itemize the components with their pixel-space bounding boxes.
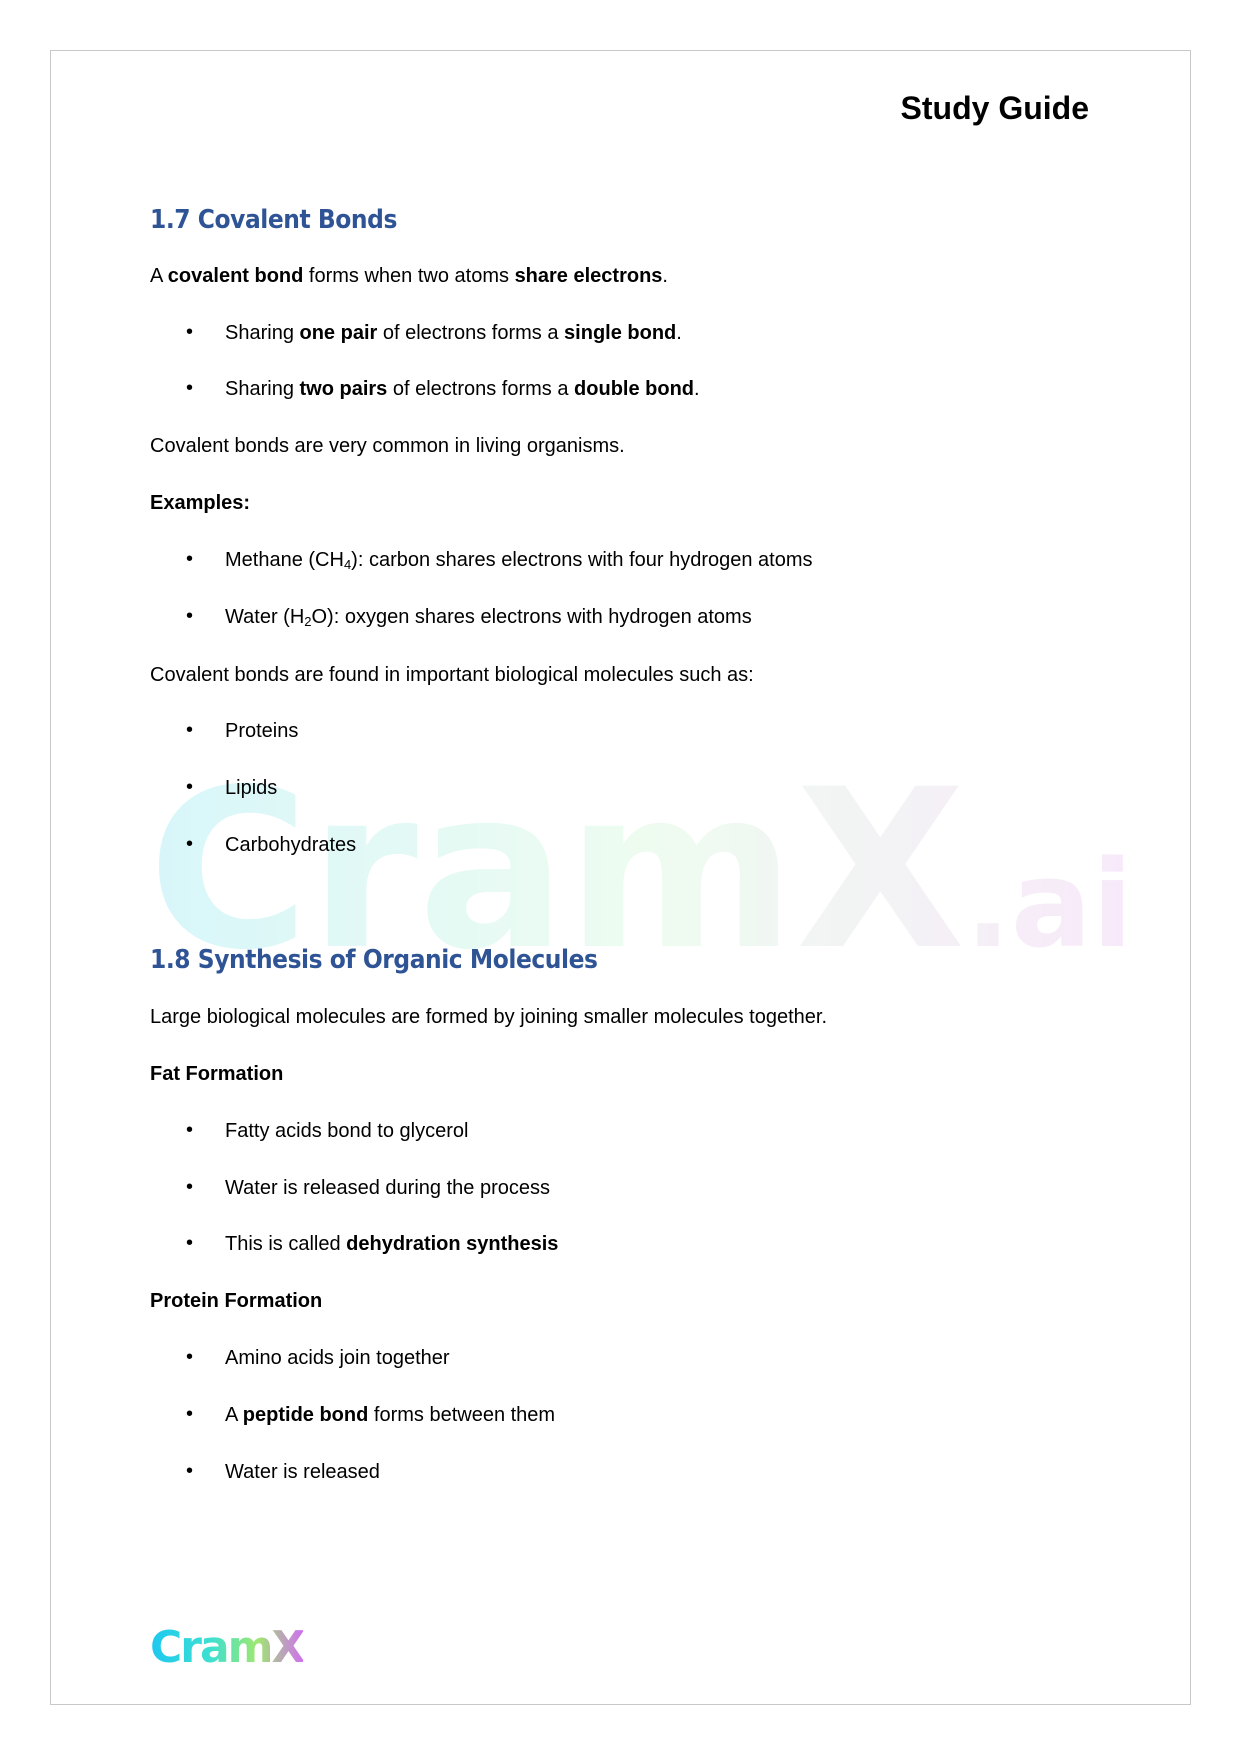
protein-formation-label: Protein Formation bbox=[150, 1290, 323, 1312]
bullet: • bbox=[186, 605, 194, 627]
bullet: • bbox=[186, 1346, 194, 1368]
list-item: Fatty acids bond to glycerol bbox=[225, 1120, 469, 1142]
list-item: Lipids bbox=[225, 777, 278, 799]
list-item: Sharing one pair of electrons forms a single bond. bbox=[225, 322, 682, 344]
paragraph: Large biological molecules are formed by joining smaller molecules together. bbox=[150, 1006, 828, 1028]
list-item: Methane $(CH_4)$: carbon shares electrons with four hydrogen atoms bbox=[225, 549, 813, 572]
list-item: Carbohydrates bbox=[225, 834, 357, 856]
examples-label: Examples: bbox=[150, 492, 251, 514]
list-item: This is called dehydration synthesis bbox=[225, 1233, 559, 1255]
paragraph: Covalent bonds are found in important biological molecules such as: bbox=[150, 664, 754, 686]
watermark: CramX.ai bbox=[148, 740, 1133, 1036]
bullet: • bbox=[186, 1403, 194, 1425]
bullet: • bbox=[186, 1460, 194, 1482]
list-item: A peptide bond forms between them bbox=[225, 1404, 556, 1426]
page-border bbox=[50, 50, 1191, 1705]
list-item: Water is released during the process bbox=[225, 1177, 550, 1199]
paragraph: Covalent bonds are very common in living organisms. bbox=[150, 435, 625, 457]
list-item: Water $(H_2O)$: oxygen shares electrons with hydrogen atoms bbox=[225, 606, 752, 629]
bullet: • bbox=[186, 1176, 194, 1198]
cramx-logo: CramX bbox=[150, 1622, 304, 1673]
bullet: • bbox=[186, 377, 194, 399]
bullet: • bbox=[186, 1119, 194, 1141]
bullet: • bbox=[186, 548, 194, 570]
section-heading-1-7: 1.7 Covalent Bonds bbox=[150, 205, 397, 235]
section-heading-1-8: 1.8 Synthesis of Organic Molecules bbox=[150, 945, 598, 975]
list-item: Sharing two pairs of electrons forms a double bond. bbox=[225, 378, 700, 400]
list-item: Water is released bbox=[225, 1461, 380, 1483]
list-item: Amino acids join together bbox=[225, 1347, 450, 1369]
bullet: • bbox=[186, 1232, 194, 1254]
bullet: • bbox=[186, 719, 194, 741]
paragraph: A covalent bond forms when two atoms share electrons. bbox=[150, 265, 668, 287]
bullet: • bbox=[186, 321, 194, 343]
bullet: • bbox=[186, 833, 194, 855]
fat-formation-label: Fat Formation bbox=[150, 1063, 284, 1085]
bullet: • bbox=[186, 776, 194, 798]
list-item: Proteins bbox=[225, 720, 299, 742]
doc-title: Study Guide bbox=[900, 90, 1089, 126]
